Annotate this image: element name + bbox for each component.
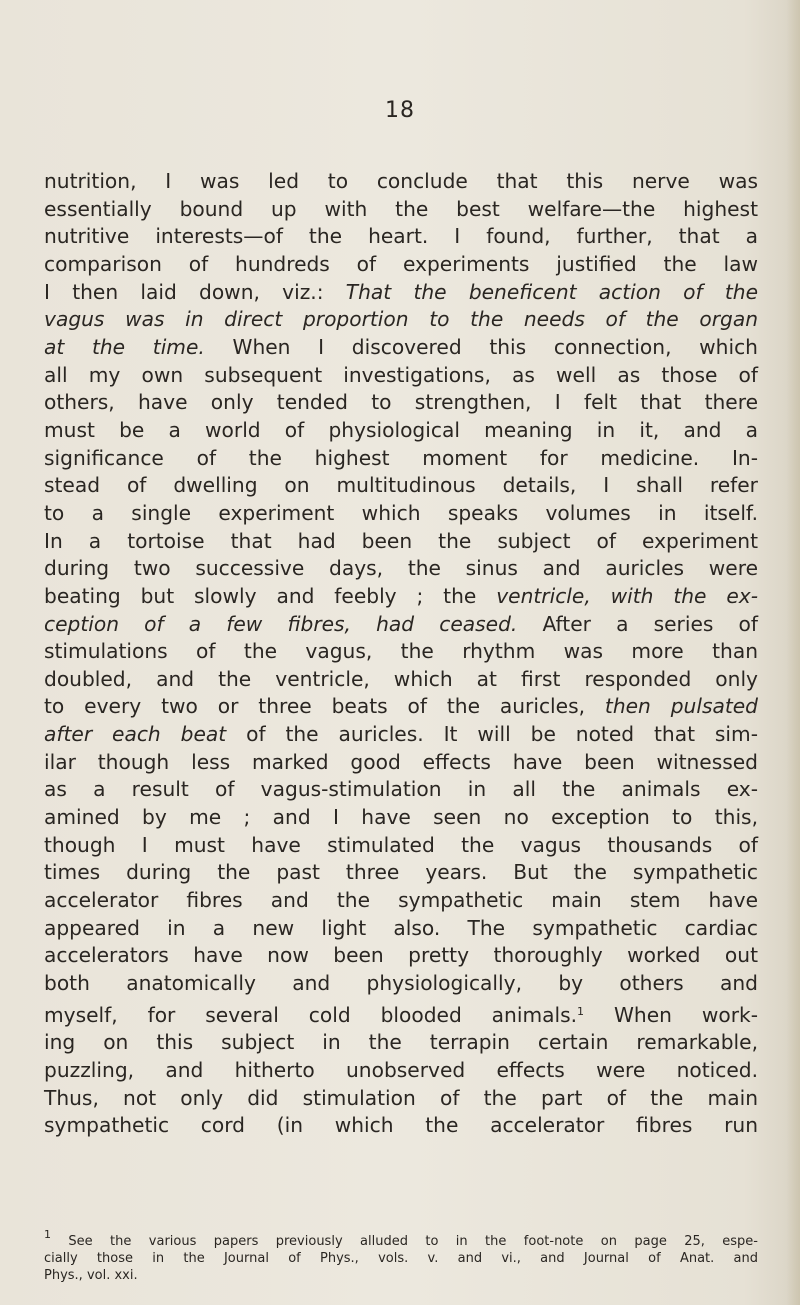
page-number: 18 xyxy=(385,98,415,123)
body-line: ing on this subject in the terrapin certain remarkable, xyxy=(44,1030,758,1055)
body-line: myself, for several cold blooded animals.$^1$ When work- xyxy=(44,1002,758,1027)
body-line: In a tortoise that had been the subject of experiment xyxy=(44,528,758,553)
italic-text: That the beneficent action of the xyxy=(345,279,759,304)
body-line: to a single experiment which speaks volumes in itself. xyxy=(44,500,758,525)
body-line: sympathetic cord (in which the accelerator fibres run xyxy=(44,1113,758,1138)
body-line: all my own subsequent investigations, as well as those of xyxy=(44,362,758,387)
body-line: as a result of vagus-stimulation in all the animals ex- xyxy=(44,777,758,802)
italic-text: at the time. xyxy=(44,334,205,359)
body-line: I then laid down, viz.: That the beneficent action of the xyxy=(44,279,759,304)
body-line: times during the past three years. But the sympathetic xyxy=(44,860,758,885)
body-line: appeared in a new light also. The sympathetic cardiac xyxy=(44,915,758,940)
body-line: though I must have stimulated the vagus thousands of xyxy=(44,832,758,857)
body-line: nutritive interests—of the heart. I found, further, that a xyxy=(44,224,758,249)
italic-text: then pulsated xyxy=(604,694,758,719)
body-line: ception of a few fibres, had ceased. After a series of xyxy=(44,611,758,636)
body-line: both anatomically and physiologically, by others and xyxy=(44,971,758,996)
body-line xyxy=(44,306,758,334)
body-line: doubled, and the ventricle, which at first responded only xyxy=(44,666,758,691)
body-line: puzzling, and hitherto unobserved effects were noticed. xyxy=(44,1058,758,1082)
body-line: amined by me ; and I have seen no exception to this, xyxy=(44,805,758,830)
footnote-line: $^1$ See the various papers previously alluded to in the foot-note on page 25, espe- xyxy=(44,1228,758,1249)
italic-text: ventricle, with the ex- xyxy=(496,583,758,608)
body-line: stead of dwelling on multitudinous details, I shall refer xyxy=(44,473,758,498)
body-line: beating but slowly and feebly ; the ventricle, with the ex- xyxy=(44,583,758,608)
italic-text: ception of a few fibres, had ceased. xyxy=(44,611,518,636)
body-line: accelerator fibres and the sympathetic main stem have xyxy=(44,888,758,913)
body-paragraph xyxy=(44,168,758,1140)
footnote-marker: 1 xyxy=(44,1228,51,1241)
body-line: after each beat of the auricles. It will be noted that sim- xyxy=(44,722,758,747)
body-line: stimulations of the vagus, the rhythm was more than xyxy=(44,639,758,664)
body-line: essentially bound up with the best welfare—the highest xyxy=(44,196,758,221)
footnote-marker: 1 xyxy=(577,1004,585,1018)
body-line: accelerators have now been pretty thoroughly worked out xyxy=(44,943,758,968)
body-line: to every two or three beats of the auricles, then pulsated xyxy=(44,694,758,719)
body-line: comparison of hundreds of experiments justified the law xyxy=(44,251,758,276)
body-line: others, have only tended to strengthen, I felt that there xyxy=(44,390,758,415)
page-edge-shadow xyxy=(786,0,800,1305)
body-line: must be a world of physiological meaning in it, and a xyxy=(44,417,758,442)
body-line: significance of the highest moment for medicine. In- xyxy=(44,445,758,470)
italic-text: vagus was in direct proportion to the needs of the organ xyxy=(44,307,758,332)
italic-text: after each beat xyxy=(44,722,227,747)
footnote-line: cially those in the Journal of Phys., vols. v. and vi., and Journal of Anat. and xyxy=(44,1251,758,1266)
body-line: nutrition, I was led to conclude that this nerve was xyxy=(44,169,758,193)
footnote xyxy=(44,1226,758,1284)
body-line: Thus, not only did stimulation of the part of the main xyxy=(44,1085,758,1110)
body-line: during two successive days, the sinus and auricles were xyxy=(44,556,758,581)
body-line: at the time. When I discovered this connection, which xyxy=(44,334,758,359)
footnote-line: Phys., vol. xxi. xyxy=(44,1268,138,1283)
body-line: ilar though less marked good effects have been witnessed xyxy=(44,749,758,774)
